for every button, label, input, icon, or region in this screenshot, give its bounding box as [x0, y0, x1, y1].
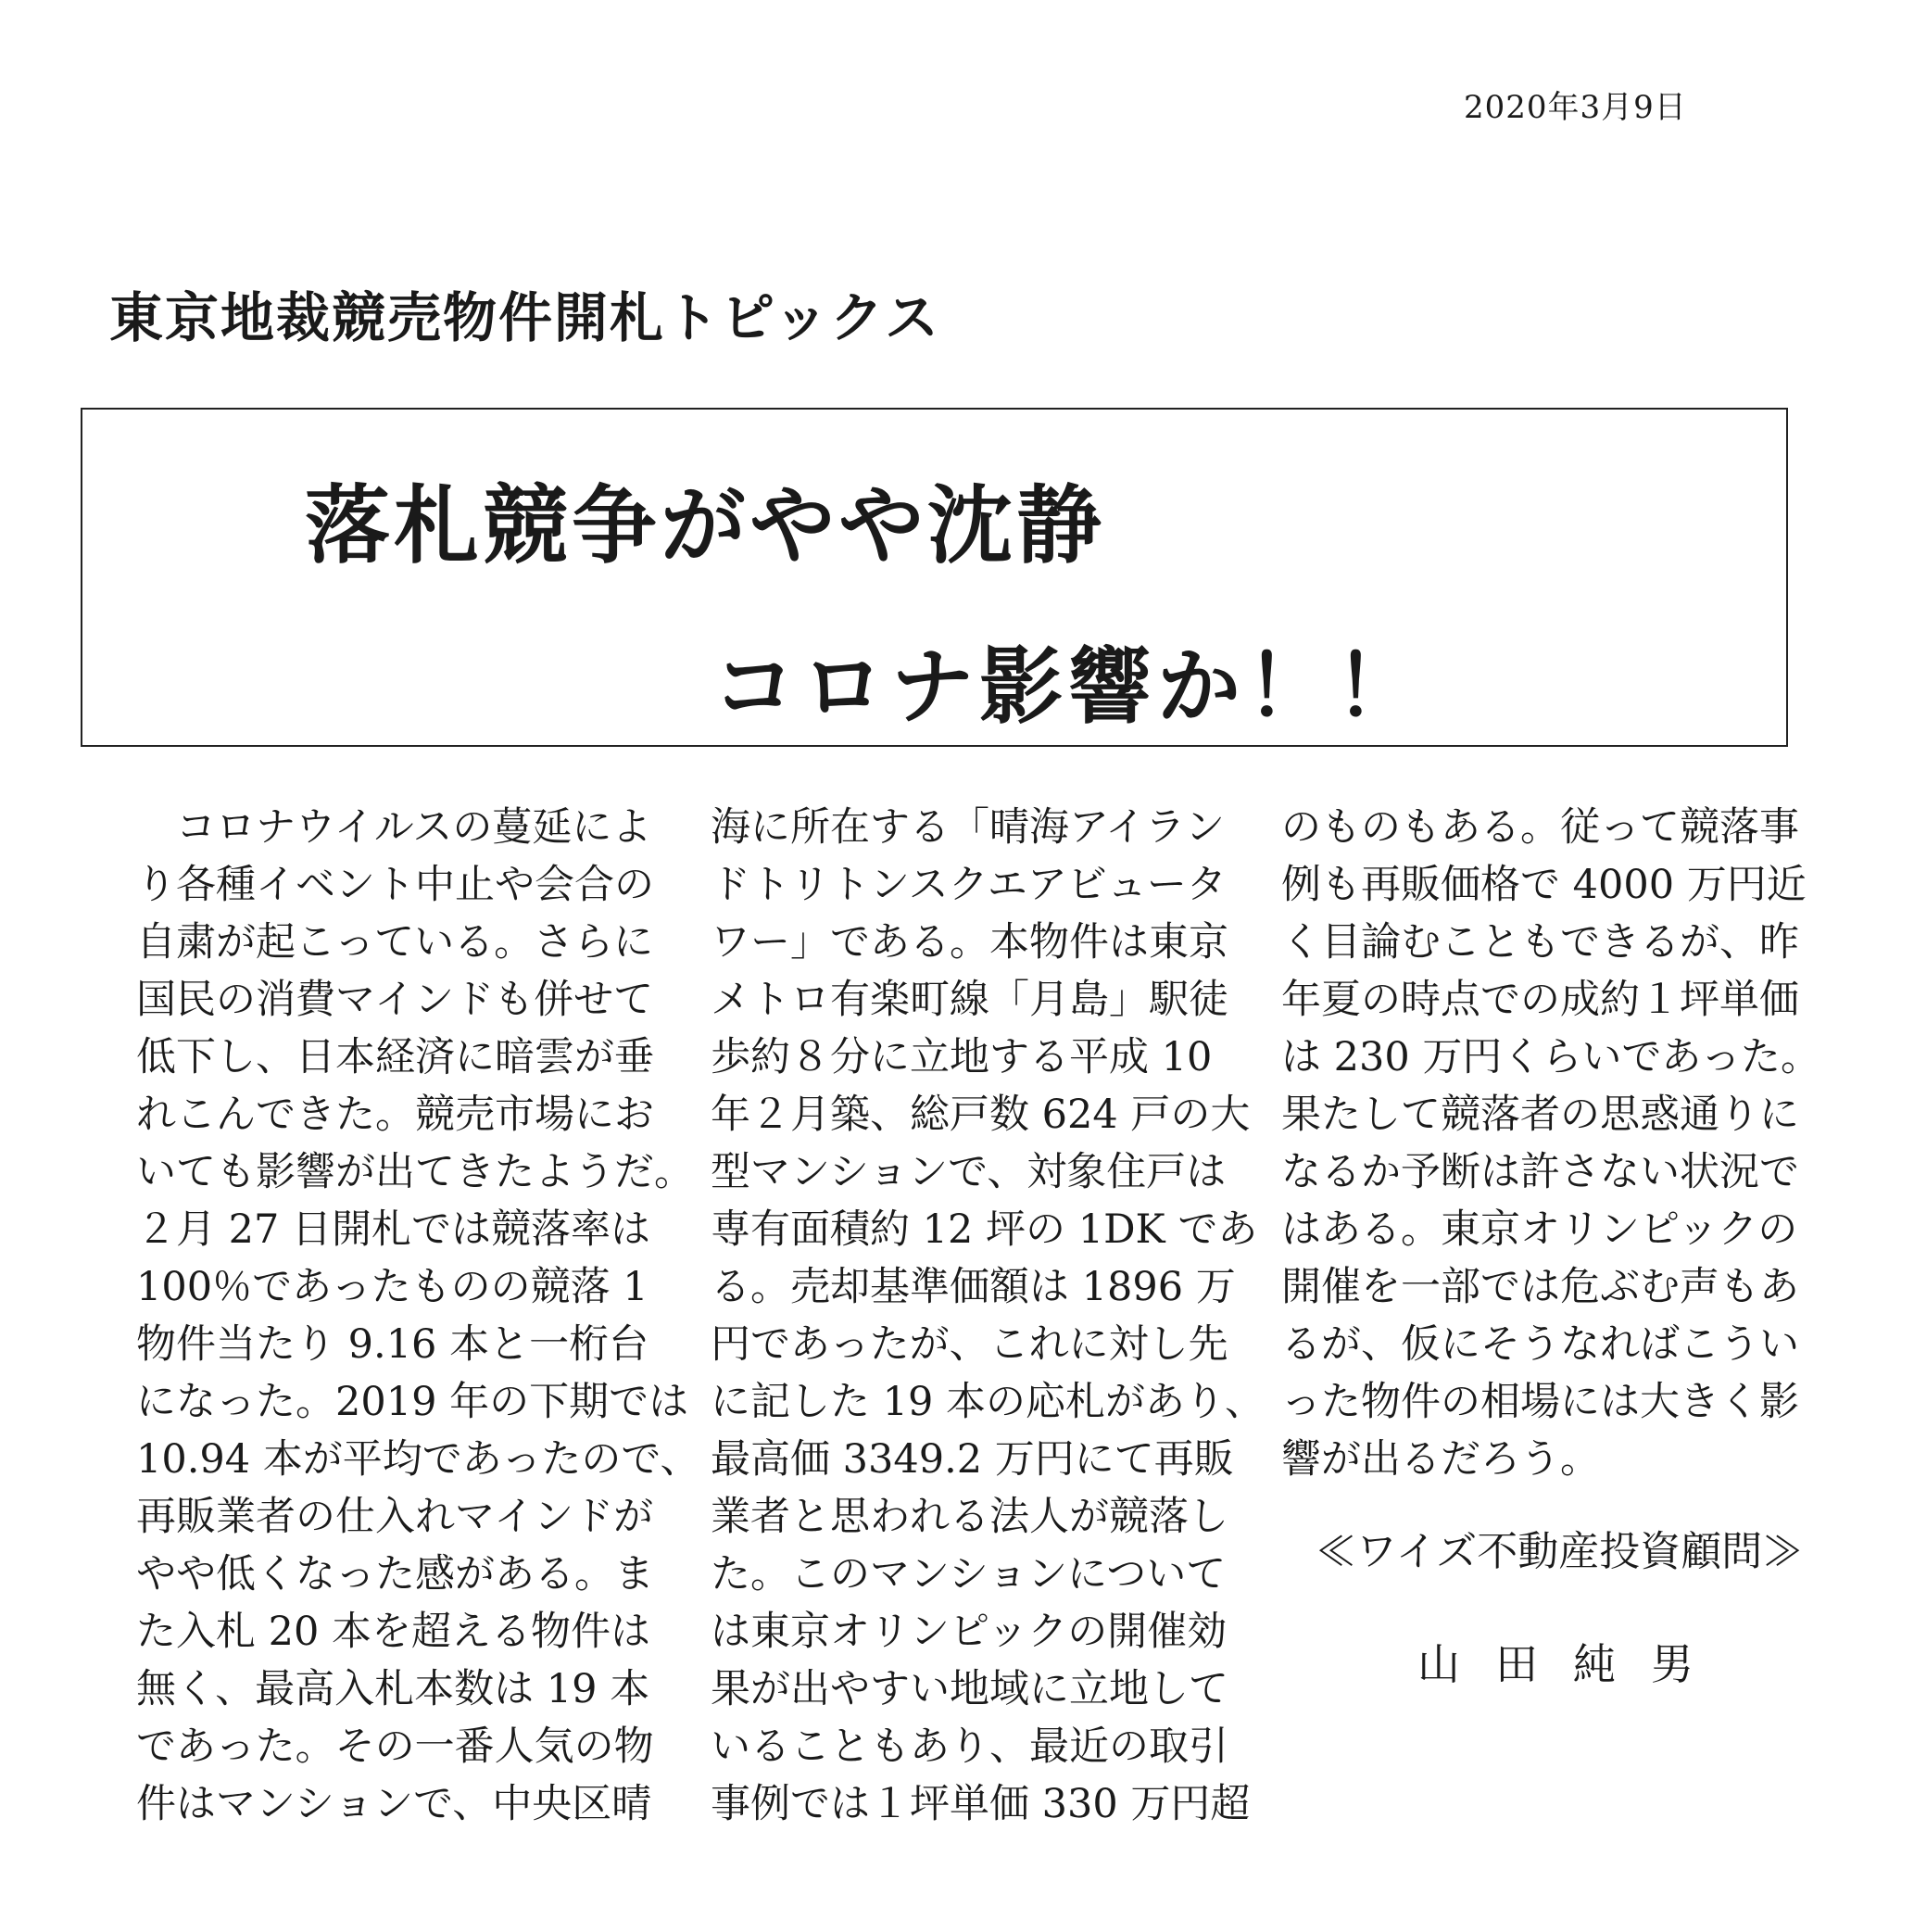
headline-line-1: 落札競争がやや沈静 [305, 476, 1106, 575]
column-line: れこんできた。競売市場にお [136, 1092, 654, 1138]
column-line: た。このマンションについて [711, 1551, 1227, 1597]
column-line: り各種イベント中止や会合の [136, 862, 654, 908]
column-line: は東京オリンピックの開催効 [711, 1609, 1228, 1655]
column-line: ２月 27 日開札では競落率は [136, 1206, 651, 1253]
column-line: 100％であったものの競落 1 [136, 1264, 648, 1310]
column-line: 歩約８分に立地する平成 10 [711, 1034, 1213, 1080]
column-line: 最高価 3349.2 万円にて再販 [711, 1436, 1234, 1483]
column-line: ワー」である。本物件は東京 [711, 919, 1228, 966]
column-line: った物件の相場には大きく影 [1281, 1379, 1799, 1425]
column-line: いることもあり、最近の取引 [711, 1724, 1228, 1770]
column-line: 果が出やすい地域に立地して [711, 1666, 1228, 1712]
column-line: ドトリトンスクエアビュータ [711, 862, 1227, 908]
article-column-2 [711, 799, 1266, 1833]
column-line: 再販業者の仕入れマインドが [136, 1494, 654, 1540]
column-line: コロナウイルスの蔓延によ [136, 804, 652, 851]
column-line: 自粛が起こっている。さらに [136, 919, 654, 966]
column-line: 10.94 本が平均であったので、 [136, 1436, 700, 1483]
column-line: であった。その一番人気の物 [136, 1724, 654, 1770]
column-line: は 230 万円くらいであった。 [1281, 1034, 1820, 1080]
column-line: 専有面積約 12 坪の 1DK であ [711, 1206, 1258, 1253]
column-line: 開催を一部では危ぶむ声もあ [1281, 1264, 1799, 1310]
series-title: 東京地裁競売物件開札トピックス [109, 286, 941, 349]
column-line: に記した 19 本の応札があり、 [711, 1379, 1266, 1425]
document-date: 2020年3月9日 [1464, 89, 1687, 126]
column-line: る。売却基準価額は 1896 万 [711, 1264, 1236, 1310]
column-line: た入札 20 本を超える物件は [136, 1609, 651, 1655]
column-line: 国民の消費マインドも併せて [136, 977, 654, 1023]
column-line: のものもある。従って競落事 [1281, 804, 1799, 851]
column-line: 件はマンションで、中央区晴 [136, 1781, 652, 1827]
column-line: 円であったが、これに対し先 [711, 1321, 1228, 1368]
column-line: 型マンションで、対象住戸は [711, 1149, 1227, 1195]
column-line: 果たして競落者の思惑通りに [1281, 1092, 1799, 1138]
column-line: やや低くなった感がある。ま [136, 1551, 654, 1597]
column-line: いても影響が出てきたようだ。 [136, 1149, 694, 1195]
column-line: はある。東京オリンピックの [1281, 1206, 1798, 1253]
column-line: 海に所在する「晴海アイラン [711, 804, 1226, 851]
author-organization: ≪ワイズ不動産投資顧問≫ [1316, 1528, 1804, 1575]
column-line: 響が出るだろう。 [1281, 1436, 1600, 1483]
column-line: 年２月築、総戸数 624 戸の大 [711, 1092, 1251, 1138]
article-column-1 [136, 799, 700, 1833]
column-line: く目論むこともできるが、昨 [1281, 919, 1799, 966]
author-name: 山田純男 [1417, 1639, 1729, 1689]
column-line: 例も再販価格で 4000 万円近 [1281, 862, 1807, 908]
headline-line-2: コロナ影響か！！ [712, 638, 1424, 736]
column-line: 業者と思われる法人が競落し [711, 1494, 1228, 1540]
headline-box [81, 408, 1788, 747]
column-line: 物件当たり 9.16 本と一桁台 [136, 1321, 649, 1368]
column-line: なるか予断は許さない状況で [1281, 1149, 1799, 1195]
column-line: になった。2019 年の下期では [136, 1379, 689, 1425]
column-line: 無く、最高入札本数は 19 本 [136, 1666, 650, 1712]
column-line: 低下し、日本経済に暗雲が垂 [136, 1034, 654, 1080]
column-line: 事例では１坪単価 330 万円超 [711, 1781, 1251, 1827]
column-line: メトロ有楽町線「月島」駅徒 [711, 977, 1228, 1023]
column-line: 年夏の時点での成約１坪単価 [1281, 977, 1799, 1023]
article-column-3 [1281, 799, 1820, 1488]
column-line: るが、仮にそうなればこうい [1281, 1321, 1799, 1368]
